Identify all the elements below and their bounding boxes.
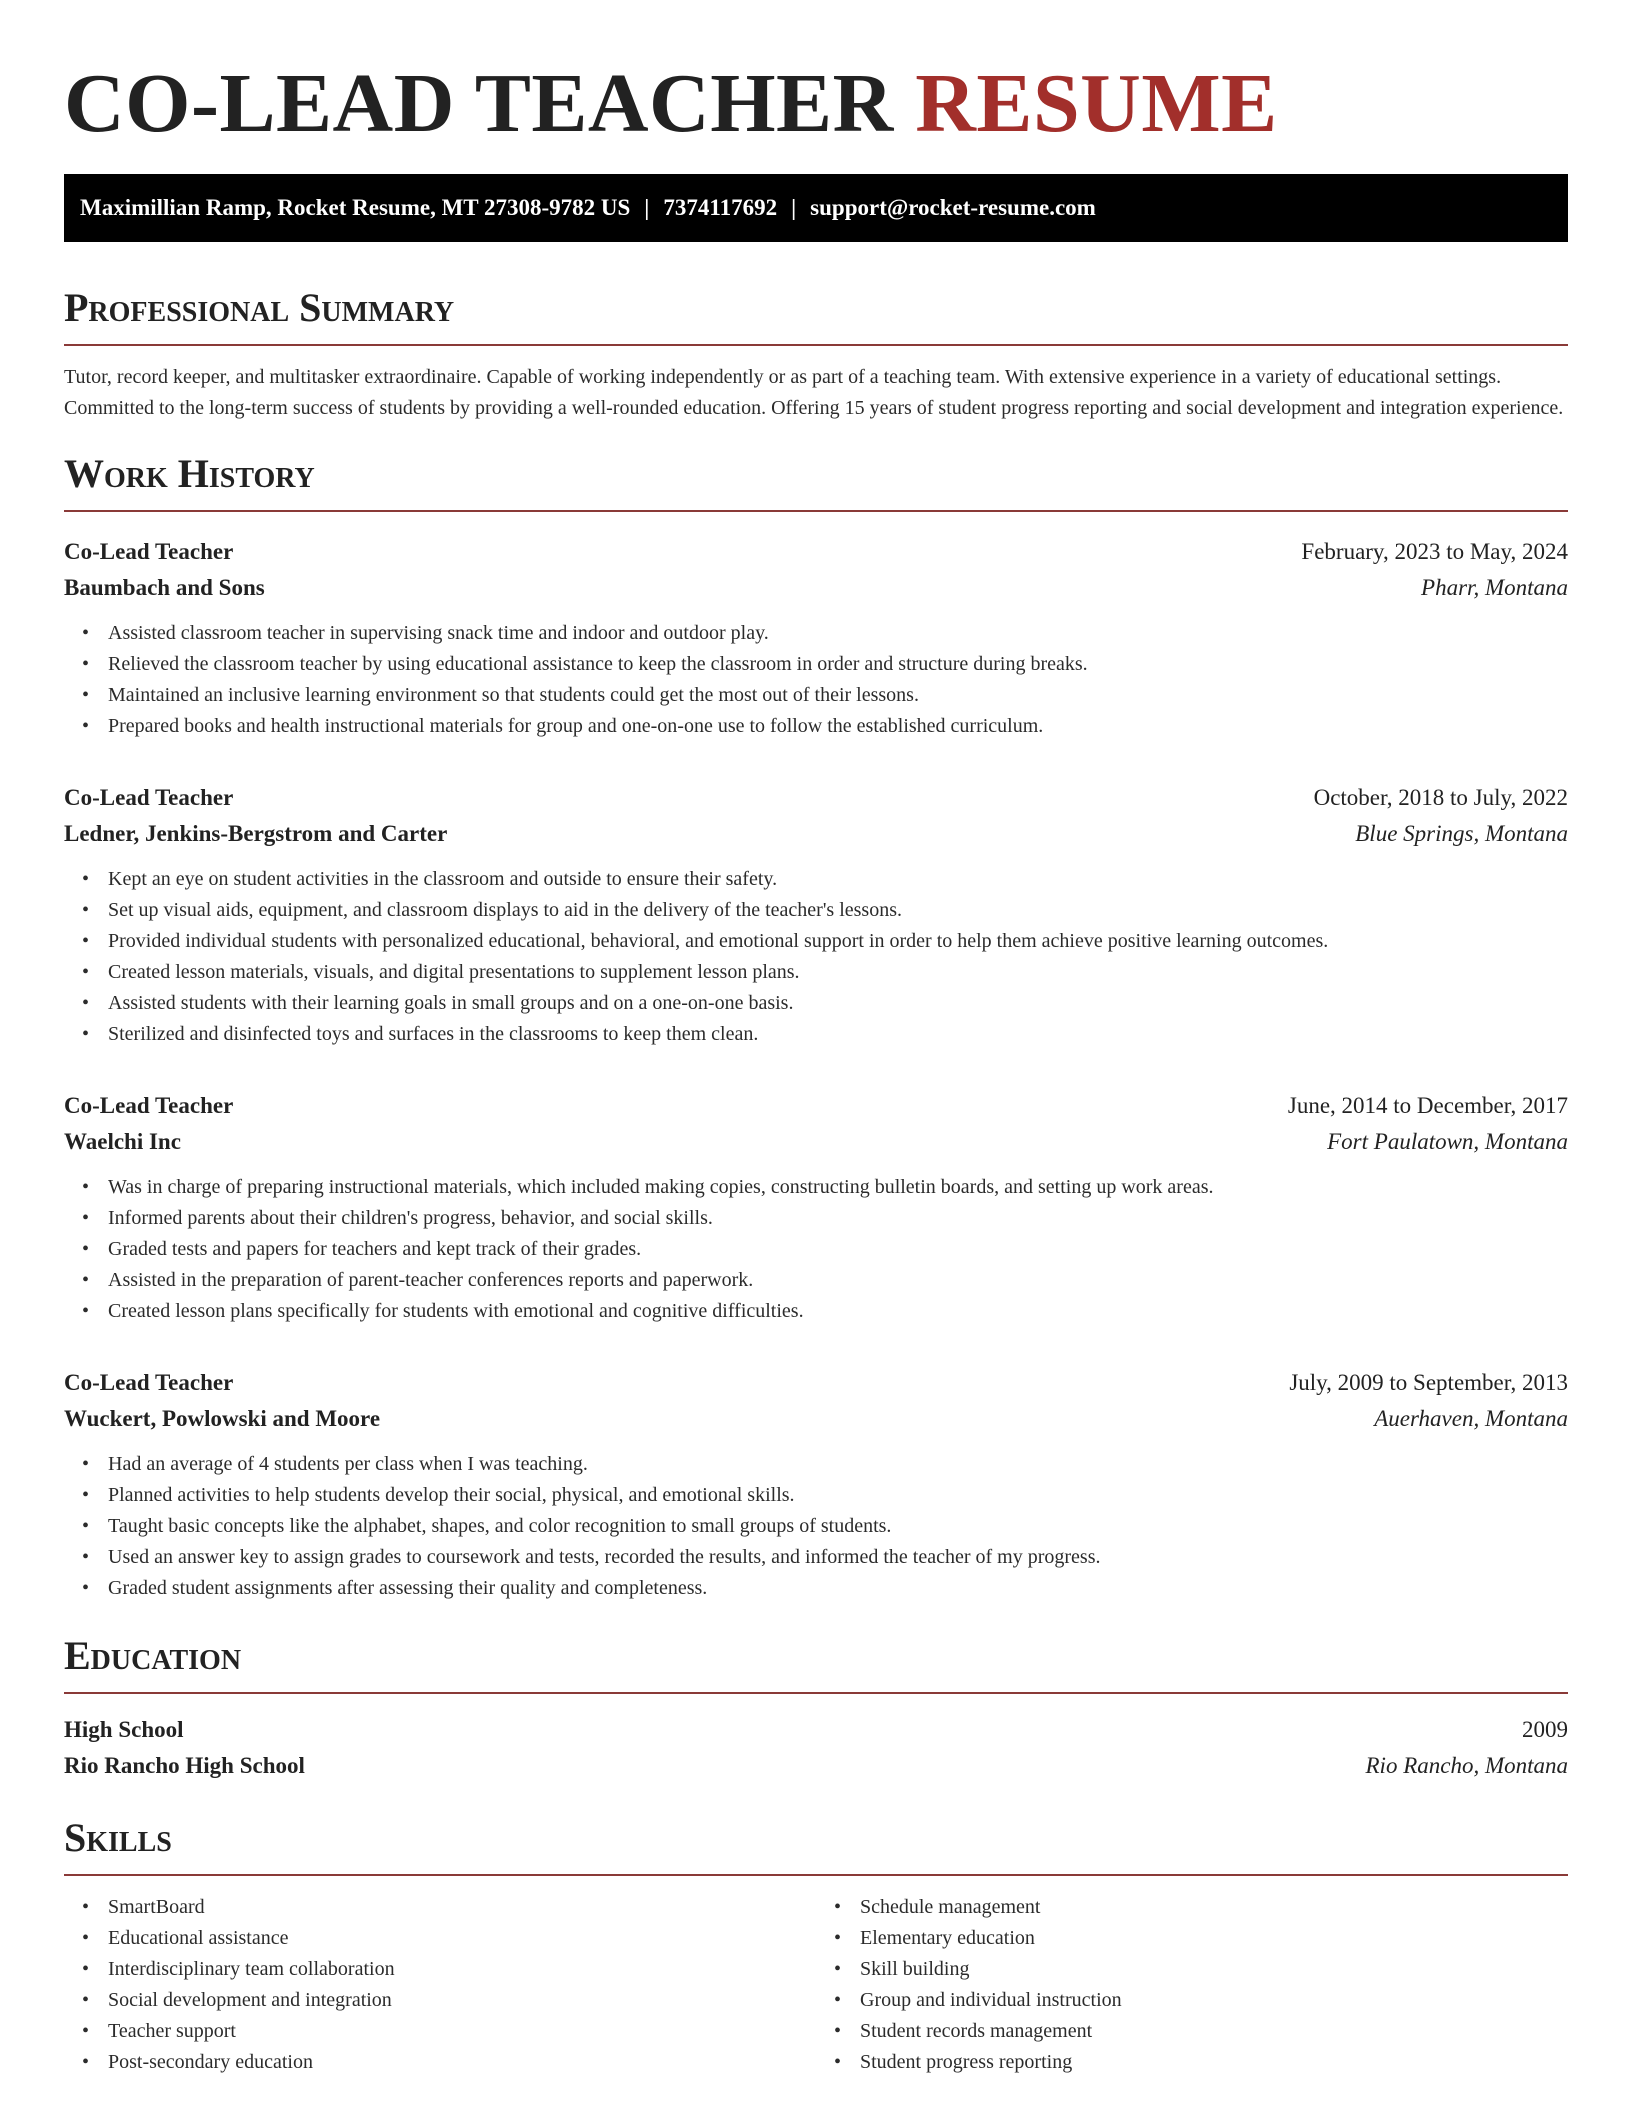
title-accent: RESUME: [915, 57, 1278, 150]
education-location: Rio Rancho, Montana: [1365, 1753, 1568, 1778]
job-company: Baumbach and Sons: [64, 575, 265, 600]
job-location: Fort Paulatown, Montana: [1327, 1129, 1568, 1154]
list-item: • Assisted students with their learning goals in small groups and on a one-on-one basis.: [108, 988, 1568, 1019]
list-item: • Maintained an inclusive learning environment so that students could get the most out of their lessons.: [108, 680, 1568, 711]
list-item: • Group and individual instruction: [860, 1985, 1568, 2016]
list-item: • Used an answer key to assign grades to coursework and tests, recorded the results, and informed the teacher of my progress.: [108, 1542, 1568, 1573]
job-header-row: [64, 1365, 1568, 1401]
list-item: • Graded tests and papers for teachers and kept track of their grades.: [108, 1234, 1568, 1265]
education-header-row: [64, 1712, 1568, 1748]
work-history-heading: Work History: [64, 450, 1568, 512]
job-entry: [64, 1088, 1568, 1327]
job-header-row: [64, 1088, 1568, 1124]
page-title: [64, 58, 1568, 150]
job-bullets: [64, 864, 1568, 1050]
list-item: • Graded student assignments after assessing their quality and completeness.: [108, 1573, 1568, 1604]
list-item: • Set up visual aids, equipment, and classroom displays to aid in the delivery of the teacher's lessons.: [108, 895, 1568, 926]
skills-heading: Skills: [64, 1814, 1568, 1876]
job-company-row: [64, 570, 1568, 606]
job-header-row: [64, 534, 1568, 570]
job-title: Co-Lead Teacher: [64, 1370, 234, 1395]
job-dates: February, 2023 to May, 2024: [1301, 539, 1568, 564]
job-dates: July, 2009 to September, 2013: [1289, 1370, 1568, 1395]
list-item: • Skill building: [860, 1954, 1568, 1985]
list-item: • Was in charge of preparing instructional materials, which included making copies, constructing bulletin boards, and setting up work areas.: [108, 1172, 1568, 1203]
skills-column-left: [64, 1892, 816, 2078]
title-main: CO-LEAD TEACHER: [64, 57, 894, 150]
list-item: • Interdisciplinary team collaboration: [108, 1954, 816, 1985]
job-bullets: [64, 1449, 1568, 1604]
contact-separator: |: [644, 195, 650, 220]
education-year: 2009: [1522, 1717, 1568, 1742]
list-item: • Assisted classroom teacher in supervising snack time and indoor and outdoor play.: [108, 618, 1568, 649]
job-location: Blue Springs, Montana: [1355, 821, 1568, 846]
education-entry: [64, 1712, 1568, 1784]
job-title: Co-Lead Teacher: [64, 1093, 234, 1118]
skills-column-right: [816, 1892, 1568, 2078]
job-entry: [64, 534, 1568, 742]
list-item: • Informed parents about their children's progress, behavior, and social skills.: [108, 1203, 1568, 1234]
job-company: Waelchi Inc: [64, 1129, 181, 1154]
job-company-row: [64, 1401, 1568, 1437]
education-school: Rio Rancho High School: [64, 1753, 305, 1778]
education-heading: Education: [64, 1632, 1568, 1694]
list-item: • Social development and integration: [108, 1985, 816, 2016]
list-item: • Sterilized and disinfected toys and surfaces in the classrooms to keep them clean.: [108, 1019, 1568, 1050]
list-item: • Student records management: [860, 2016, 1568, 2047]
summary-heading: Professional Summary: [64, 284, 1568, 346]
education-school-row: [64, 1748, 1568, 1784]
job-entry: [64, 780, 1568, 1050]
contact-separator: |: [791, 195, 797, 220]
list-item: • Relieved the classroom teacher by using educational assistance to keep the classroom in order and structure during breaks.: [108, 649, 1568, 680]
list-item: • Teacher support: [108, 2016, 816, 2047]
job-title: Co-Lead Teacher: [64, 539, 234, 564]
job-dates: October, 2018 to July, 2022: [1313, 785, 1568, 810]
list-item: • Post-secondary education: [108, 2047, 816, 2078]
job-header-row: [64, 780, 1568, 816]
list-item: • Educational assistance: [108, 1923, 816, 1954]
job-company: Ledner, Jenkins-Bergstrom and Carter: [64, 821, 448, 846]
list-item: • Had an average of 4 students per class when I was teaching.: [108, 1449, 1568, 1480]
job-title: Co-Lead Teacher: [64, 785, 234, 810]
job-bullets: [64, 618, 1568, 742]
contact-address: Maximillian Ramp, Rocket Resume, MT 27308-9782 US: [80, 195, 631, 220]
job-company: Wuckert, Powlowski and Moore: [64, 1406, 381, 1431]
list-item: • SmartBoard: [108, 1892, 816, 1923]
list-item: • Assisted in the preparation of parent-teacher conferences reports and paperwork.: [108, 1265, 1568, 1296]
list-item: • Provided individual students with personalized educational, behavioral, and emotional support in order to help them achieve positive learning outcomes.: [108, 926, 1568, 957]
contact-email[interactable]: support@rocket-resume.com: [810, 195, 1096, 220]
list-item: • Planned activities to help students develop their social, physical, and emotional skills.: [108, 1480, 1568, 1511]
resume-page: [64, 0, 1568, 2078]
job-company-row: [64, 1124, 1568, 1160]
job-location: Auerhaven, Montana: [1374, 1406, 1568, 1431]
summary-text: Tutor, record keeper, and multitasker extraordinaire. Capable of working independently or as part of a teaching team. With extensive experience in a variety of educational settings. Committed to the long-term success of students by providing a well-rounded education. Offering 15 years of student progress reporting and social development and integration experience.: [64, 366, 1564, 419]
list-item: • Kept an eye on student activities in the classroom and outside to ensure their safety.: [108, 864, 1568, 895]
contact-phone[interactable]: 7374117692: [663, 195, 778, 220]
job-company-row: [64, 816, 1568, 852]
job-dates: June, 2014 to December, 2017: [1287, 1093, 1568, 1118]
job-bullets: [64, 1172, 1568, 1327]
list-item: • Schedule management: [860, 1892, 1568, 1923]
list-item: • Taught basic concepts like the alphabet, shapes, and color recognition to small groups of students.: [108, 1511, 1568, 1542]
list-item: • Created lesson materials, visuals, and digital presentations to supplement lesson plans.: [108, 957, 1568, 988]
list-item: • Created lesson plans specifically for students with emotional and cognitive difficulties.: [108, 1296, 1568, 1327]
job-entry: [64, 1365, 1568, 1604]
skills-list: [64, 1892, 1568, 2078]
contact-bar: [64, 174, 1568, 242]
job-location: Pharr, Montana: [1421, 575, 1568, 600]
education-degree: High School: [64, 1717, 184, 1742]
list-item: • Prepared books and health instructional materials for group and one-on-one use to follow the established curriculum.: [108, 711, 1568, 742]
list-item: • Elementary education: [860, 1923, 1568, 1954]
list-item: • Student progress reporting: [860, 2047, 1568, 2078]
